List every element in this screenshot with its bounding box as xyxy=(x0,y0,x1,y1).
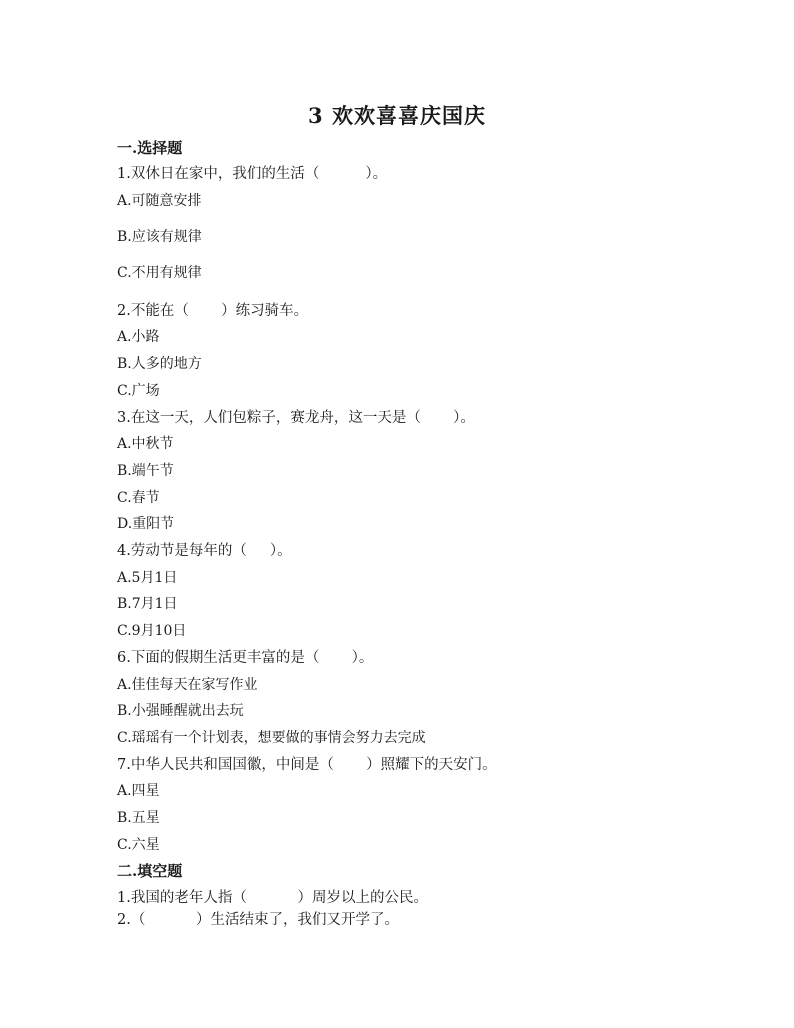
option-item: C.9月10日 xyxy=(117,623,187,639)
option-item: A.可随意安排 xyxy=(117,193,202,209)
option-item: B.应该有规律 xyxy=(117,229,202,245)
page-title: 3 欢欢喜喜庆国庆 xyxy=(308,103,486,128)
option-item: D.重阳节 xyxy=(117,516,175,532)
option-item: B.端午节 xyxy=(117,463,174,479)
question-stem: 2.不能在（ ）练习骑车。 xyxy=(117,303,309,319)
question-stem: 3.在这一天，人们包粽子，赛龙舟，这一天是（ ）。 xyxy=(117,410,475,426)
option-item: B.小强睡醒就出去玩 xyxy=(117,703,244,719)
question-stem: 7.中华人民共和国国徽，中间是（ ）照耀下的天安门。 xyxy=(117,757,497,773)
question-stem: 4.劳动节是每年的（ ）。 xyxy=(117,543,292,559)
option-item: C.六星 xyxy=(117,837,160,853)
option-item: A.小路 xyxy=(117,329,160,345)
section-heading-choice: 一.选择题 xyxy=(117,139,183,157)
option-item: C.瑶瑶有一个计划表，想要做的事情会努力去完成 xyxy=(117,730,426,746)
option-item: A.中秋节 xyxy=(117,436,174,452)
option-item: B.人多的地方 xyxy=(117,356,202,372)
option-item: C.不用有规律 xyxy=(117,265,202,281)
option-item: A.佳佳每天在家写作业 xyxy=(117,677,258,693)
question-stem: 1.双休日在家中，我们的生活（ ）。 xyxy=(117,166,388,182)
section-heading-fill-blank: 二.填空题 xyxy=(117,862,183,880)
option-item: A.5月1日 xyxy=(117,570,178,586)
option-item: C.广场 xyxy=(117,383,160,399)
question-stem: 6.下面的假期生活更丰富的是（ ）。 xyxy=(117,650,374,666)
option-item: A.四星 xyxy=(117,783,160,799)
option-item: B.7月1日 xyxy=(117,596,178,612)
option-item: C.春节 xyxy=(117,490,160,506)
question-stem: 2.（ ）生活结束了，我们又开学了。 xyxy=(117,912,400,928)
question-stem: 1.我国的老年人指（ ）周岁以上的公民。 xyxy=(117,890,429,906)
option-item: B.五星 xyxy=(117,810,160,826)
